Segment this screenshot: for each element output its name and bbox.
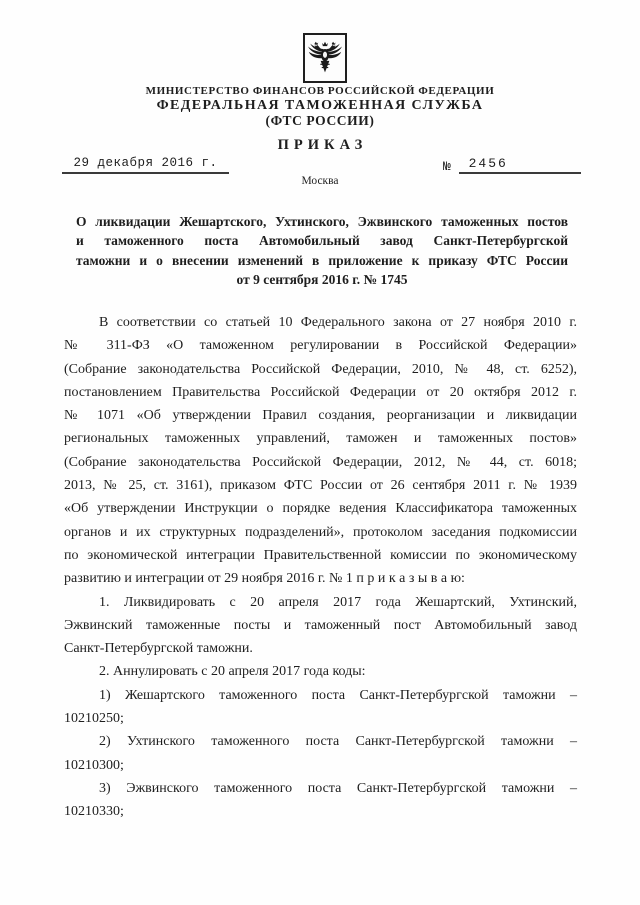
order-body <box>64 311 577 824</box>
text-line: (Собрание законодательства Российской Федерации, 2010, № 48, ст. 6252), <box>64 361 577 377</box>
order-title-line: таможни и о внесении изменений в приложение к приказу ФТС России <box>76 252 568 268</box>
text-line: 2. Аннулировать с 20 апреля 2017 года коды: <box>99 664 366 680</box>
document-date: 29 декабря 2016 г. <box>62 156 229 174</box>
text-line: В соответствии со статьей 10 Федерального закона от 27 ноября 2010 г. <box>99 315 577 330</box>
text-line: № 311-ФЗ «О таможенном регулировании в Российской Федерации» <box>64 338 577 354</box>
ministry-name: МИНИСТЕРСТВО ФИНАНСОВ РОССИЙСКОЙ ФЕДЕРАЦИИ <box>145 85 495 97</box>
text-line: 3) Эжвинского таможенного поста Санкт-Петербургской таможни – <box>99 780 577 796</box>
text-line: 2) Ухтинского таможенного поста Санкт-Петербургской таможни – <box>99 734 577 750</box>
body-paragraph <box>64 730 577 777</box>
order-title-line: от 9 сентября 2016 г. № 1745 <box>236 271 408 287</box>
text-line: 1. Ликвидировать с 20 апреля 2017 года Жешартский, Ухтинский, <box>99 594 577 610</box>
text-line: 2013, № 25, ст. 3161), приказом ФТС России от 26 сентября 2011 г. № 1939 <box>64 478 577 494</box>
document-type-heading: ПРИКАЗ <box>277 137 368 153</box>
text-line: 1) Жешартского таможенного поста Санкт-Петербургской таможни – <box>99 687 577 703</box>
number-sign: № <box>443 159 451 174</box>
text-line: региональных таможенных управлений, таможен и таможенных постов» <box>64 431 577 447</box>
city-label: Москва <box>301 175 339 187</box>
text-line: Санкт-Петербургской таможни. <box>64 641 253 657</box>
text-line: развитию и интеграции от 29 ноября 2016 г. № 1 п р и к а з ы в а ю: <box>64 571 465 587</box>
order-title <box>76 212 568 289</box>
text-line: по экономической интеграции Правительственной комиссии по экономическому <box>64 547 577 563</box>
order-title-line: О ликвидации Жешартского, Ухтинского, Эжвинского таможенных постов <box>76 214 568 229</box>
body-paragraph <box>64 591 577 661</box>
text-line: Эжвинский таможенные посты и таможенный пост Автомобильный завод <box>64 617 577 633</box>
document-number <box>443 156 581 172</box>
text-line: 10210330; <box>64 804 124 820</box>
coat-of-arms-emblem <box>303 33 347 83</box>
order-title-line: и таможенного поста Автомобильный завод Санкт-Петербургской <box>76 233 568 249</box>
body-paragraph <box>64 777 577 824</box>
body-paragraph <box>64 311 577 591</box>
service-name: ФЕДЕРАЛЬНАЯ ТАМОЖЕННАЯ СЛУЖБА <box>156 98 484 113</box>
body-paragraph <box>64 684 577 731</box>
double-headed-eagle-icon <box>307 38 343 78</box>
text-line: постановлением Правительства Российской Федерации от 20 октября 2012 г. <box>64 384 577 400</box>
text-line: (Собрание законодательства Российской Федерации, 2012, № 44, ст. 6018; <box>64 454 577 470</box>
body-paragraph <box>64 660 577 683</box>
text-line: «Об утверждении Инструкции о порядке ведения Классификатора таможенных <box>64 501 577 517</box>
number-value: 2456 <box>459 156 581 174</box>
text-line: 10210250; <box>64 711 124 727</box>
text-line: органов и их структурных подразделений», протоколом заседания подкомиссии <box>64 524 577 540</box>
text-line: № 1071 «Об утверждении Правил создания, реорганизации и ликвидации <box>64 408 577 424</box>
service-abbreviation: (ФТС РОССИИ) <box>265 113 375 128</box>
text-line: 10210300; <box>64 757 124 773</box>
